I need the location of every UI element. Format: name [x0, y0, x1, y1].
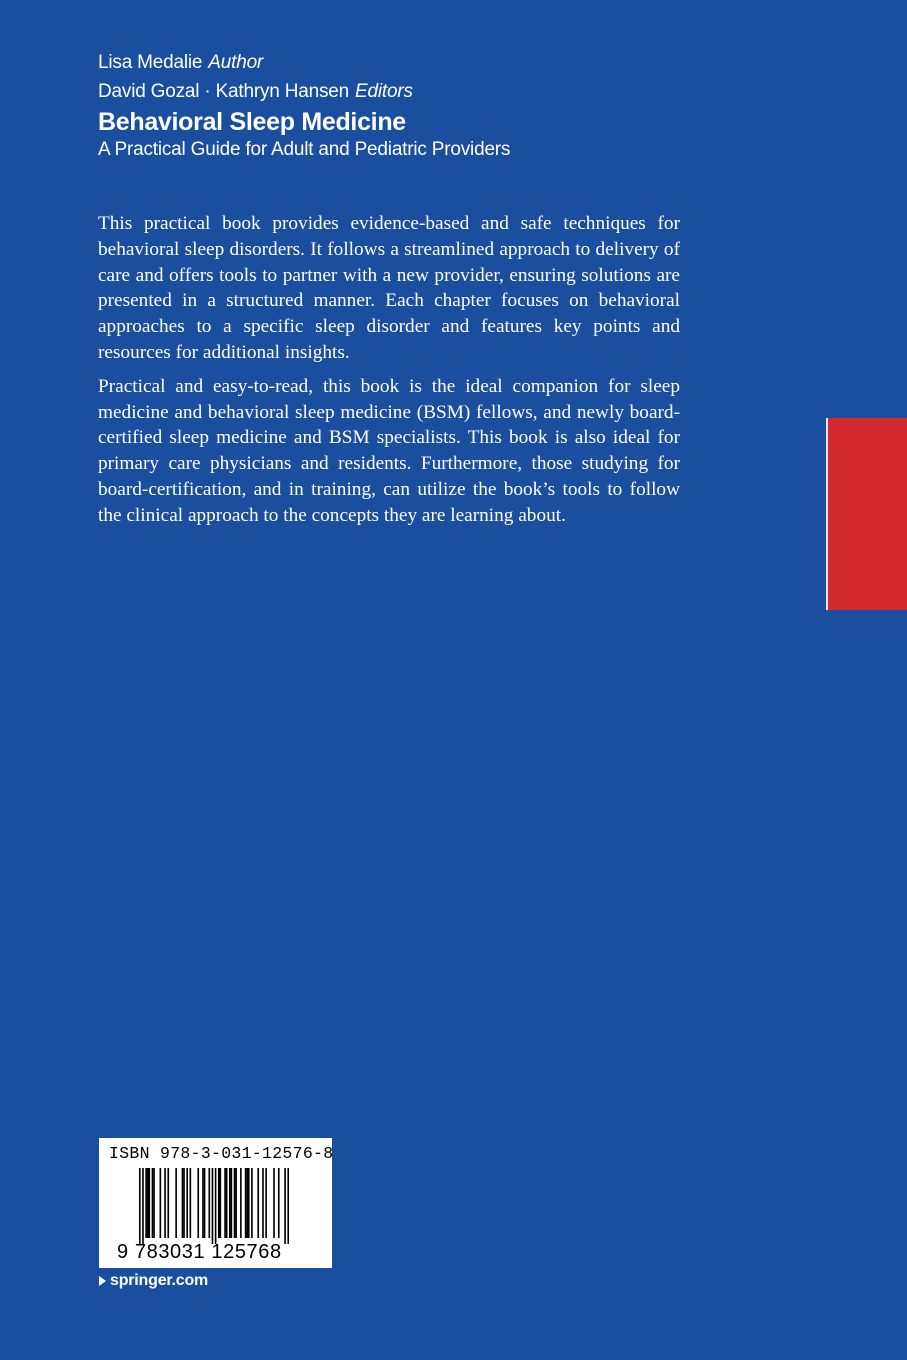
description-paragraph-2: Practical and easy-to-read, this book is the ideal companion for sleep medicine and behavioral sleep medicine (BSM) fellows, and newly board-certified sleep medicine and BSM specialists. This book is also ideal for primary care physicians and residents. Furthermore, those studying for board-certification, and in training, can utilize the book’s tools to follow the clinical approach to the concepts they are learning about. [98, 375, 680, 526]
book-title: Behavioral Sleep Medicine [98, 108, 406, 136]
barcode-bar [153, 1168, 155, 1238]
barcode-bar [224, 1168, 226, 1238]
barcode-bar [175, 1168, 177, 1238]
author-name: Lisa Medalie [98, 52, 203, 73]
barcode-bar [218, 1168, 220, 1238]
barcode-bar [265, 1168, 267, 1238]
author-role: Author [208, 52, 264, 73]
barcode-bar [229, 1168, 231, 1238]
barcode-bar [148, 1168, 150, 1238]
editors-line [98, 77, 698, 106]
barcode-bar [139, 1168, 141, 1244]
barcode-bar [257, 1168, 259, 1238]
barcode-bar [197, 1168, 199, 1238]
book-subtitle: A Practical Guide for Adult and Pediatric Providers [98, 139, 511, 160]
barcode-bar [248, 1168, 250, 1238]
isbn-label: ISBN 978-3-031-12576-8 [109, 1144, 334, 1163]
barcode-bar [287, 1168, 289, 1244]
barcode-digits: 9 783031 125768 [117, 1241, 282, 1263]
barcode-bar [147, 1168, 149, 1238]
barcode-bar [226, 1168, 228, 1238]
credits-block [98, 48, 698, 163]
red-accent-tab [826, 418, 907, 610]
barcode-bar [190, 1168, 192, 1238]
barcode-bar [212, 1168, 214, 1244]
barcode-bar [202, 1168, 204, 1238]
barcode-bar [204, 1168, 206, 1238]
publisher-link-text: springer.com [110, 1272, 209, 1289]
barcode-bar [182, 1168, 184, 1238]
author-line [98, 48, 698, 77]
editors-names: David Gozal · Kathryn Hansen [98, 81, 350, 102]
barcode-bar [262, 1168, 264, 1238]
barcode-bar [245, 1168, 247, 1238]
description-paragraph-1: This practical book provides evidence-based and safe techniques for behavioral sleep disorders. It follows a streamlined approach to delivery of care and offers tools to partner with a new provider, ensuring solutions are presented in a structured manner. Each chapter focuses on behavioral approaches to a specific sleep disorder and features key points and resources for additional insights. [98, 213, 680, 363]
barcode-image [139, 1168, 289, 1244]
barcode-bar [215, 1168, 217, 1244]
book-description [98, 211, 680, 537]
barcode-bar [251, 1168, 253, 1238]
publisher-website-link[interactable] [99, 1272, 208, 1290]
barcode-bar [278, 1168, 280, 1238]
barcode-bar [234, 1168, 236, 1238]
barcode-bar [246, 1168, 248, 1238]
barcode-bar [142, 1168, 144, 1244]
barcode-bar [231, 1168, 233, 1238]
barcode-bar [167, 1168, 169, 1238]
editors-role: Editors [355, 81, 413, 102]
barcode-bar [235, 1168, 237, 1238]
barcode-bar [160, 1168, 162, 1238]
barcode-bar [152, 1168, 154, 1238]
arrow-right-icon [99, 1276, 106, 1286]
barcode-bar [183, 1168, 185, 1238]
barcode-bar [240, 1168, 242, 1238]
barcode-bar [145, 1168, 147, 1238]
barcode-bar [284, 1168, 286, 1244]
isbn-barcode-box [99, 1138, 332, 1268]
barcode-bar [186, 1168, 188, 1238]
barcode-bar [273, 1168, 275, 1238]
barcode-bar [164, 1168, 166, 1238]
barcode-bar [208, 1168, 210, 1238]
barcode-bar [220, 1168, 222, 1238]
